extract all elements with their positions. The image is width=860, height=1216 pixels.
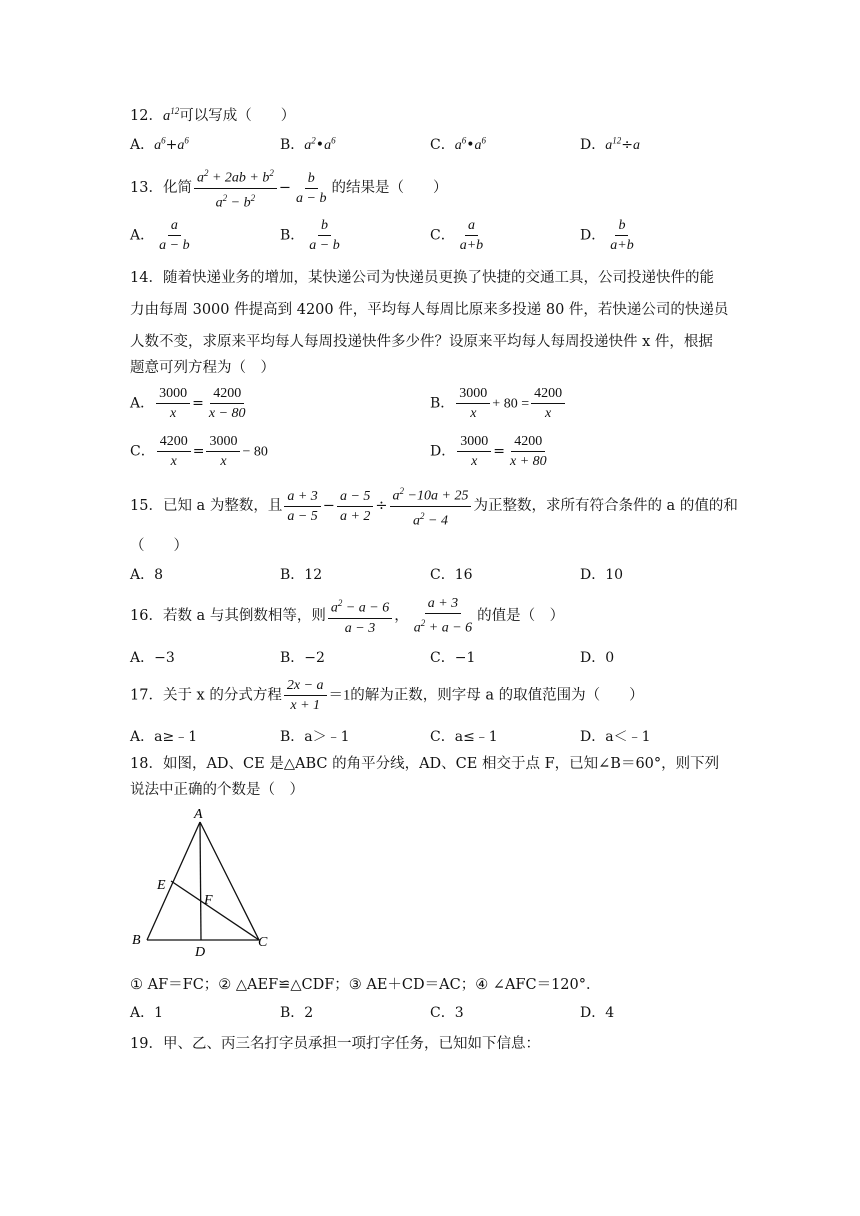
option-b[interactable]: B．2 (280, 1005, 314, 1021)
option-b[interactable]: B．a＞﹣1 (280, 729, 350, 745)
question-14-line: 人数不变，求原来平均每人每周投递快件多少件？设原来平均每人每周投递快件 x 件，根据 (130, 334, 713, 350)
fraction-expression: $\frac{a^2 + 2ab + b^2}{a^2 - b^2}$ (194, 164, 277, 212)
segment-ad (200, 822, 201, 940)
fraction-expression: $\frac{b}{a - b}$ (296, 170, 327, 206)
label-a: A (194, 807, 203, 822)
option-a[interactable]: A．1 (130, 1005, 164, 1021)
option-d[interactable]: D．10 (580, 567, 624, 583)
question-18-line: 说法中正确的个数是（ ） (130, 782, 304, 798)
option-b[interactable]: B．$a^2•a^6$ (280, 135, 336, 153)
option-c[interactable]: C．−1 (430, 650, 476, 666)
question-12: 12．$a^{12}$可以写成（ ） (130, 106, 296, 124)
question-17: 17．关于 x 的分式方程 $\frac{2x - a}{x + 1}$ ＝1的解为正数，则字母 a 的取值范围为（ ） (130, 678, 644, 713)
question-15: 15．已知 a 为整数，且 $\frac{a + 3}{a - 5}$ − $\frac{a - 5}{a + 2}$ ÷ $\frac{a^2 -10a + 25}{a^2 - 4}$ 为正整数，求所有符合条件的 a 的值的和 (130, 482, 738, 530)
option-c[interactable]: C． $\frac{4200}{x}$ = $\frac{3000}{x}$ − 80 (130, 434, 268, 469)
question-text: 可以写成（ ） (179, 108, 296, 124)
side-ac (200, 822, 259, 940)
option-d[interactable]: D．a＜﹣1 (580, 729, 651, 745)
question-13: 13．化简 $\frac{a^2 + 2ab + b^2}{a^2 - b^2}$ − $\frac{b}{a - b}$ 的结果是（ ） (130, 164, 447, 212)
label-e: E (157, 878, 166, 893)
option-c[interactable]: C．16 (430, 567, 473, 583)
segment-ce (171, 881, 259, 940)
option-b[interactable]: B． $\frac{b}{a - b}$ (280, 218, 340, 253)
question-number: 12． (130, 108, 163, 124)
question-16: 16．若数 a 与其倒数相等，则 $\frac{a^2 - a - 6}{a - 3}$ ， $\frac{a + 3}{a^2 + a - 6}$ 的值是（ ） (130, 596, 565, 636)
label-f: F (204, 893, 213, 908)
label-c: C (258, 935, 268, 950)
option-c[interactable]: C． $\frac{a}{a+b}$ (430, 218, 484, 253)
question-18-statements: ① AF＝FC；② △AEF≌△CDF；③ AE＋CD＝AC；④ ∠AFC＝120°． (130, 977, 601, 993)
option-b[interactable]: B．−2 (280, 650, 325, 666)
label-d: D (195, 945, 206, 960)
option-c[interactable]: C．3 (430, 1005, 464, 1021)
option-a[interactable]: A．−3 (130, 650, 175, 666)
question-19: 19．甲、乙、丙三名打字员承担一项打字任务，已知如下信息： (130, 1036, 540, 1052)
question-14-line: 力由每周 3000 件提高到 4200 件，平均每人每周比原来多投递 80 件，若快递公司的快递员 (130, 302, 729, 318)
side-ab (147, 822, 200, 940)
option-c[interactable]: C．$a^6•a^6$ (430, 135, 486, 153)
option-a[interactable]: A．$a^6+a^6$ (130, 135, 189, 153)
option-a[interactable]: A．a≥﹣1 (130, 729, 198, 745)
question-15-paren: （ ） (130, 538, 188, 554)
question-14-line: 14．随着快递业务的增加，某快递公司为快递员更换了快捷的交通工具，公司投递快件的能 (130, 270, 714, 286)
option-c[interactable]: C．a≤﹣1 (430, 729, 498, 745)
option-d[interactable]: D．4 (580, 1005, 615, 1021)
option-d[interactable]: D． $\frac{b}{a+b}$ (580, 218, 634, 253)
option-a[interactable]: A．8 (130, 567, 164, 583)
label-b: B (132, 933, 141, 948)
option-b[interactable]: B． $\frac{3000}{x}$ + 80 = $\frac{4200}{x}$ (430, 384, 567, 423)
option-b[interactable]: B．12 (280, 567, 323, 583)
option-d[interactable]: D． $\frac{3000}{x}$ = $\frac{4200}{x + 80}$ (430, 434, 547, 469)
triangle-figure (120, 802, 290, 962)
option-d[interactable]: D．0 (580, 650, 615, 666)
question-18-line: 18．如图，AD、CE 是△ABC 的角平分线，AD、CE 相交于点 F，已知∠B＝60°，则下列 (130, 756, 720, 772)
option-a[interactable]: A． $\frac{a}{a - b}$ (130, 218, 190, 253)
option-a[interactable]: A． $\frac{3000}{x}$ = $\frac{4200}{x - 80}$ (130, 386, 246, 421)
question-14-line: 题意可列方程为（ ） (130, 360, 275, 376)
option-d[interactable]: D．$a^{12}\div a$ (580, 135, 640, 153)
